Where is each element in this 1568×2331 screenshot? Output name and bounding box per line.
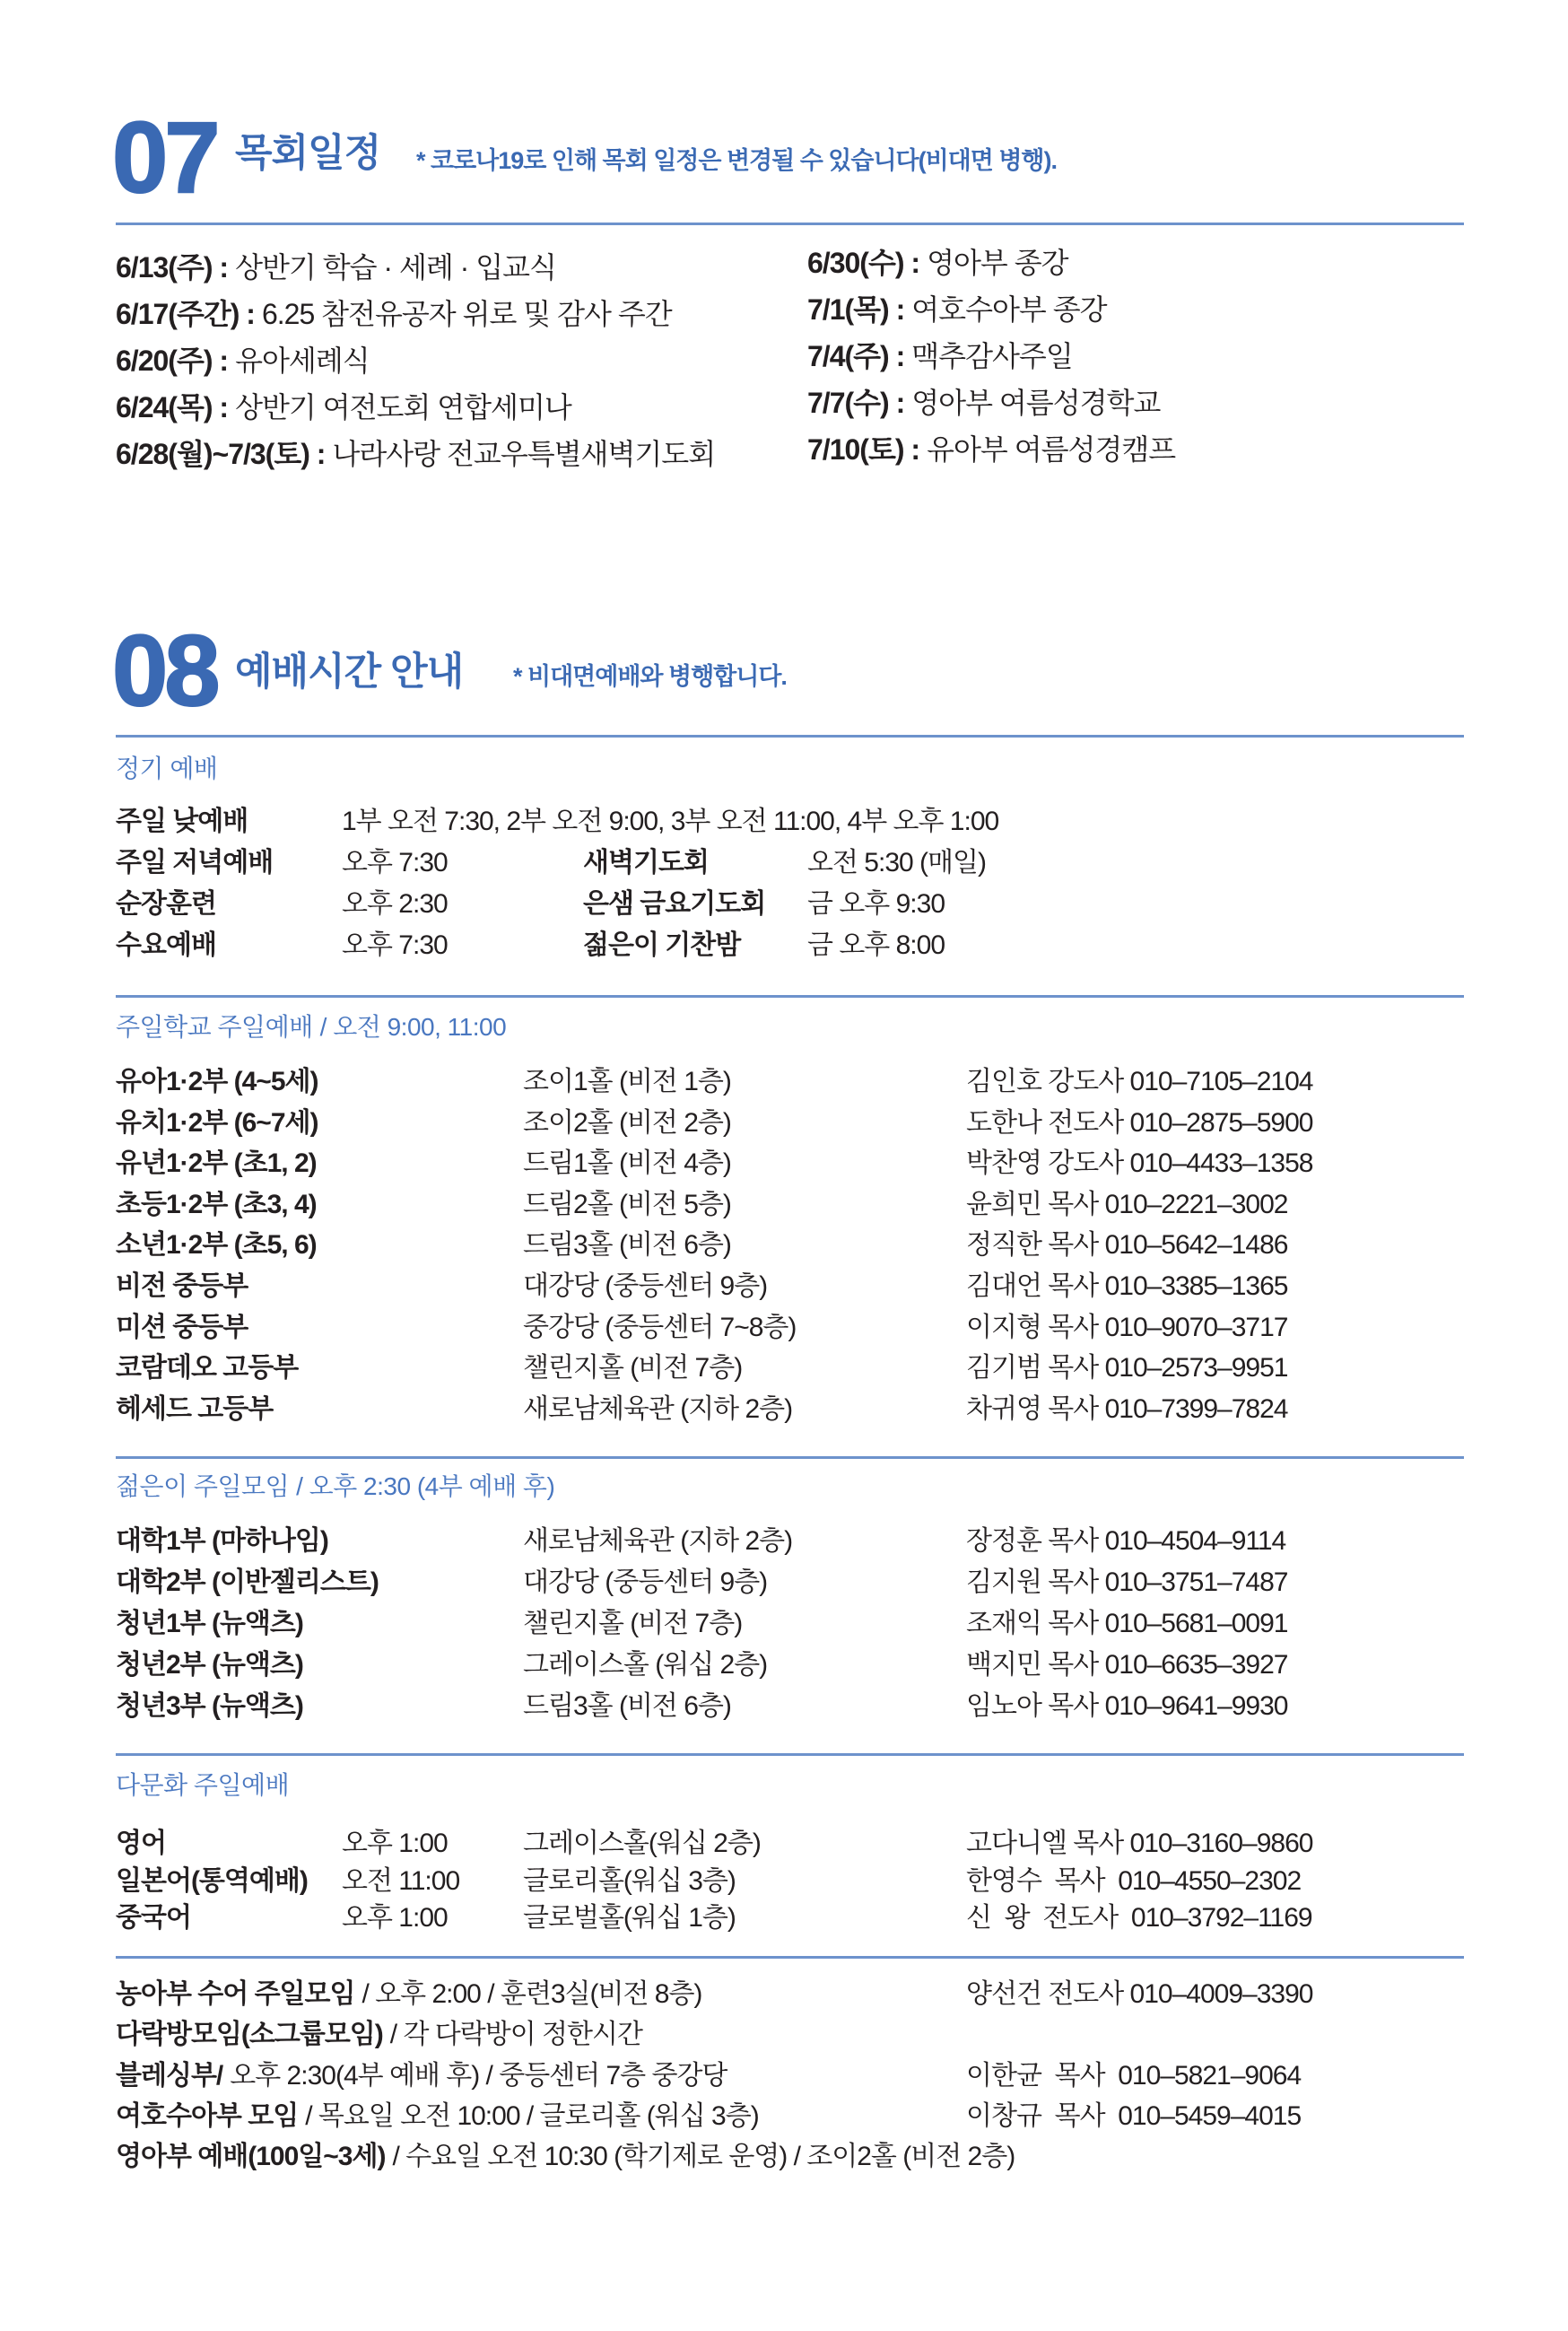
- regular-worship-heading: [116, 753, 217, 785]
- service-time: 오후 1:00: [342, 1903, 448, 1933]
- regular-worship-table: [0, 801, 1568, 966]
- location: 대강당 (중등센터 9층): [523, 1270, 768, 1301]
- table-row: [0, 2136, 1568, 2177]
- youth-time: / 오후 2:30 (4부 예배 후): [296, 1472, 555, 1500]
- contact: 장정훈 목사 010–4504–9114: [966, 1526, 1286, 1556]
- schedule-date: 6/24(목) :: [116, 391, 229, 423]
- location: 드림3홀 (비전 6층): [523, 1230, 731, 1261]
- location: 새로남체육관 (지하 2층): [523, 1393, 793, 1424]
- contact: 고다니엘 목사 010–3160–9860: [966, 1829, 1313, 1858]
- table-row: [0, 1225, 1568, 1266]
- group-name: 유년1·2부 (초1, 2): [116, 1148, 317, 1179]
- table-row: [0, 801, 1568, 842]
- worship-title: 예배시간 안내: [235, 650, 464, 694]
- language: 영어: [116, 1829, 166, 1858]
- meeting-detail: 오후 2:30(4부 예배 후) / 중등센터 7층 중강당: [230, 2060, 727, 2091]
- table-row: [0, 2056, 1568, 2096]
- location: 드림2홀 (비전 5층): [523, 1189, 731, 1219]
- schedule-list-right: [807, 240, 1175, 473]
- schedule-note: * 코로나19로 인해 목회 일정은 변경될 수 있습니다(비대면 병행).: [416, 147, 1058, 174]
- location: 대강당 (중등센터 9층): [523, 1567, 768, 1597]
- schedule-event: 나라사랑 전교우특별새벽기도회: [332, 438, 716, 470]
- service-name: 주일 낮예배: [116, 807, 248, 836]
- table-row: [0, 1184, 1568, 1226]
- contact: 김대언 목사 010–3385–1365: [966, 1270, 1288, 1301]
- group-name: 초등1·2부 (초3, 4): [116, 1189, 317, 1219]
- location: 챌린지홀 (비전 7층): [523, 1609, 743, 1638]
- contact: 김기범 목사 010–2573–9951: [966, 1353, 1288, 1384]
- schedule-item: [116, 291, 715, 337]
- contact: 조재익 목사 010–5681–0091: [966, 1609, 1288, 1638]
- service-name: 새벽기도회: [583, 848, 709, 877]
- contact: 윤희민 목사 010–2221–3002: [966, 1189, 1288, 1219]
- contact: 백지민 목사 010–6635–3927: [966, 1650, 1288, 1680]
- schedule-date: 7/4(주) :: [807, 340, 905, 372]
- meeting-info: [116, 2096, 759, 2136]
- service-name: 젊은이 기찬밤: [583, 930, 741, 960]
- multicultural-heading-label: 다문화 주일예배: [116, 1771, 290, 1799]
- table-row: [0, 1348, 1568, 1389]
- table-row: [0, 1645, 1568, 1686]
- group-name: 유치1·2부 (6~7세): [116, 1107, 318, 1138]
- group-name: 비전 중등부: [116, 1270, 248, 1301]
- group-name: 청년3부 (뉴액츠): [116, 1691, 303, 1721]
- table-row: [0, 2014, 1568, 2055]
- schedule-event: 유아부 여름성경캠프: [927, 433, 1176, 466]
- group-name: 대학1부 (마하나임): [116, 1526, 328, 1556]
- table-row: [0, 2096, 1568, 2136]
- table-row: [0, 1562, 1568, 1603]
- location: 조이1홀 (비전 1층): [523, 1067, 731, 1096]
- schedule-date: 7/7(수) :: [807, 387, 905, 419]
- regular-worship-heading-label: 정기 예배: [116, 755, 218, 782]
- schedule-date: 6/30(수) :: [807, 247, 920, 279]
- contact: 한영수 목사 010–4550–2302: [966, 1865, 1302, 1896]
- language: 중국어: [116, 1903, 191, 1933]
- schedule-event: 영아부 여름성경학교: [911, 387, 1161, 419]
- table-row: [0, 884, 1568, 925]
- location: 드림3홀 (비전 6층): [523, 1691, 731, 1721]
- service-time: 오후 7:30: [342, 930, 448, 960]
- meeting-name: 농아부 수어 주일모임: [116, 1979, 355, 2009]
- schedule-date: 6/28(월)~7/3(토) :: [116, 438, 326, 470]
- table-row: [0, 1899, 1568, 1937]
- multicultural-table: [0, 1825, 1568, 1937]
- schedule-date: 6/17(주간) :: [116, 298, 255, 330]
- location: 챌린지홀 (비전 7층): [523, 1353, 743, 1384]
- meeting-detail: / 각 다락방이 정한시간: [389, 2020, 642, 2050]
- section-divider: [116, 223, 1464, 225]
- service-time: 오후 2:30: [342, 889, 448, 919]
- multicultural-heading: [116, 1769, 289, 1802]
- service-name: 순장훈련: [116, 889, 216, 919]
- schedule-date: 6/20(주) :: [116, 345, 229, 377]
- table-row: [0, 1974, 1568, 2014]
- group-name: 코람데오 고등부: [116, 1353, 299, 1384]
- section-divider: [116, 1956, 1464, 1959]
- section-divider: [116, 735, 1464, 738]
- service-name: 은샘 금요기도회: [583, 889, 766, 919]
- meeting-info: [116, 2136, 1015, 2177]
- location: 조이2홀 (비전 2층): [523, 1107, 731, 1138]
- sunday-school-time: / 오전 9:00, 11:00: [319, 1013, 507, 1041]
- table-row: [0, 842, 1568, 884]
- service-time: 오후 1:00: [342, 1829, 448, 1858]
- schedule-item: [807, 240, 1175, 286]
- table-row: [0, 1103, 1568, 1144]
- schedule-event: 상반기 학습 · 세례 · 입교식: [235, 251, 556, 284]
- group-name: 미션 중등부: [116, 1312, 248, 1342]
- table-row: [0, 1143, 1568, 1184]
- service-time: 오전 11:00: [342, 1865, 460, 1896]
- table-row: [0, 1863, 1568, 1900]
- schedule-item: [807, 286, 1175, 333]
- group-name: 유아1·2부 (4~5세): [116, 1067, 318, 1096]
- location: 글로리홀(워십 3층): [523, 1865, 736, 1896]
- meeting-name: 다락방모임(소그룹모임): [116, 2020, 383, 2050]
- table-row: [0, 1603, 1568, 1645]
- section-number-07: 07: [112, 101, 217, 214]
- youth-table: [0, 1521, 1568, 1727]
- youth-heading: [116, 1471, 554, 1503]
- schedule-event: 유아세례식: [235, 345, 370, 377]
- table-row: [0, 1686, 1568, 1727]
- section-divider: [116, 1753, 1464, 1756]
- location: 드림1홀 (비전 4층): [523, 1148, 731, 1179]
- service-time: 1부 오전 7:30, 2부 오전 9:00, 3부 오전 11:00, 4부 오후 1:00: [342, 807, 999, 836]
- section-number-08: 08: [112, 615, 217, 727]
- location: 중강당 (중등센터 7~8층): [523, 1312, 797, 1342]
- group-name: 대학2부 (이반젤리스트): [116, 1567, 379, 1597]
- service-time: 오전 5:30 (매일): [807, 848, 986, 877]
- table-row: [0, 1389, 1568, 1430]
- schedule-event: 상반기 여전도회 연합세미나: [235, 391, 571, 423]
- meeting-detail: / 수요일 오전 10:30 (학기제로 운영) / 조이2홀 (비전 2층): [392, 2142, 1015, 2171]
- contact: 이지형 목사 010–9070–3717: [966, 1312, 1288, 1342]
- schedule-date: 7/1(목) :: [807, 293, 905, 326]
- service-time: 금 오후 8:00: [807, 930, 945, 960]
- meeting-detail: / 오후 2:00 / 훈련3실(비전 8층): [362, 1979, 702, 2009]
- schedule-event: 영아부 종강: [927, 247, 1068, 279]
- table-row: [0, 1825, 1568, 1863]
- contact: 이창규 목사 010–5459–4015: [966, 2100, 1302, 2131]
- contact: 김지원 목사 010–3751–7487: [966, 1567, 1288, 1597]
- meeting-info: [116, 2056, 727, 2096]
- table-row: [0, 1266, 1568, 1307]
- schedule-title: 목회일정: [235, 132, 381, 175]
- location: 새로남체육관 (지하 2층): [523, 1526, 793, 1556]
- schedule-item: [116, 431, 715, 477]
- contact: 도한나 전도사 010–2875–5900: [966, 1107, 1313, 1138]
- meeting-info: [116, 2014, 642, 2055]
- service-time: 금 오후 9:30: [807, 889, 945, 919]
- schedule-date: 7/10(토) :: [807, 433, 920, 466]
- group-name: 소년1·2부 (초5, 6): [116, 1230, 317, 1261]
- schedule-event: 6.25 참전유공자 위로 및 감사 주간: [261, 298, 672, 330]
- language: 일본어(통역예배): [116, 1865, 308, 1896]
- group-name: 헤세드 고등부: [116, 1393, 274, 1424]
- group-name: 청년2부 (뉴액츠): [116, 1650, 303, 1680]
- schedule-event: 여호수아부 종강: [911, 293, 1107, 326]
- table-row: [0, 925, 1568, 966]
- section-divider: [116, 995, 1464, 998]
- service-name: 주일 저녁예배: [116, 848, 274, 877]
- worship-note: * 비대면예배와 병행합니다.: [513, 663, 787, 690]
- contact: 차귀영 목사 010–7399–7824: [966, 1393, 1288, 1424]
- meeting-detail: / 목요일 오전 10:00 / 글로리홀 (워십 3층): [305, 2100, 759, 2131]
- schedule-date: 6/13(주) :: [116, 251, 229, 284]
- location: 그레이스홀 (워십 2층): [523, 1650, 768, 1680]
- table-row: [0, 1061, 1568, 1103]
- youth-heading-label: 젊은이 주일모임: [116, 1472, 290, 1500]
- schedule-list-left: [116, 244, 715, 477]
- contact: 신 왕 전도사 010–3792–1169: [966, 1903, 1312, 1933]
- contact: 임노아 목사 010–9641–9930: [966, 1691, 1288, 1721]
- schedule-item: [807, 333, 1175, 380]
- schedule-item: [116, 384, 715, 431]
- sunday-school-heading-label: 주일학교 주일예배: [116, 1013, 313, 1041]
- schedule-item: [116, 244, 715, 291]
- schedule-item: [116, 337, 715, 384]
- meeting-name: 블레싱부/: [116, 2060, 223, 2091]
- schedule-item: [807, 380, 1175, 426]
- contact: 양선건 전도사 010–4009–3390: [966, 1979, 1313, 2009]
- contact: 김인호 강도사 010–7105–2104: [966, 1067, 1313, 1096]
- table-row: [0, 1307, 1568, 1349]
- meeting-name: 영아부 예배(100일~3세): [116, 2142, 386, 2171]
- section-divider: [116, 1456, 1464, 1459]
- schedule-item: [807, 426, 1175, 473]
- other-meetings-table: [0, 1974, 1568, 2177]
- table-row: [0, 1521, 1568, 1562]
- service-time: 오후 7:30: [342, 848, 448, 877]
- contact: 정직한 목사 010–5642–1486: [966, 1230, 1288, 1261]
- meeting-name: 여호수아부 모임: [116, 2100, 299, 2131]
- sunday-school-heading: [116, 1011, 506, 1043]
- location: 그레이스홀(워십 2층): [523, 1829, 761, 1858]
- contact: 이한균 목사 010–5821–9064: [966, 2060, 1302, 2091]
- location: 글로벌홀(워십 1층): [523, 1903, 736, 1933]
- service-name: 수요예배: [116, 930, 216, 960]
- meeting-info: [116, 1974, 701, 2014]
- schedule-event: 맥추감사주일: [911, 340, 1073, 372]
- group-name: 청년1부 (뉴액츠): [116, 1609, 303, 1638]
- contact: 박찬영 강도사 010–4433–1358: [966, 1148, 1313, 1179]
- sunday-school-table: [0, 1061, 1568, 1429]
